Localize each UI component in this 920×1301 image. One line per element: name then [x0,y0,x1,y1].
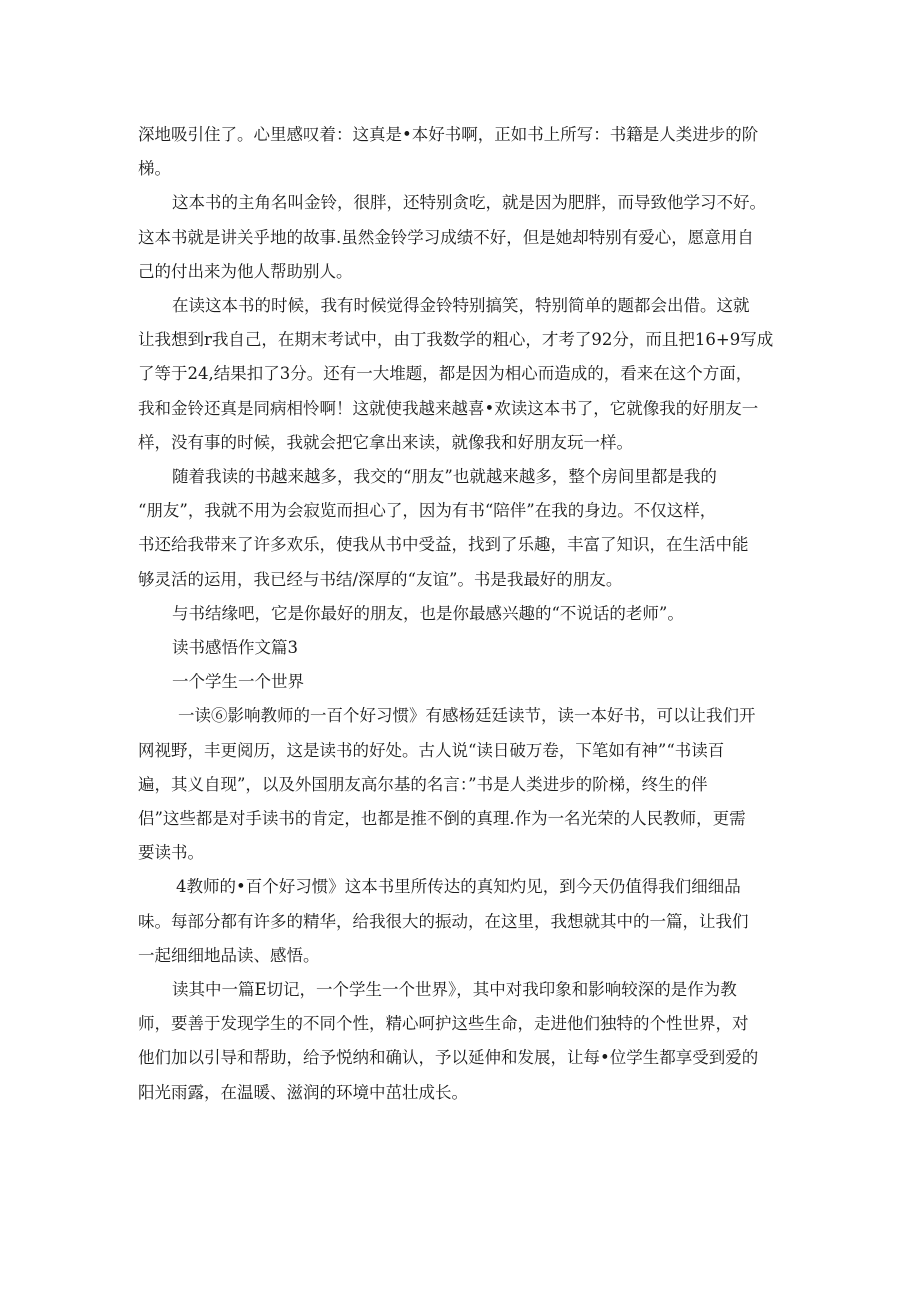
text-line: 与书结缘吧，它是你最好的朋友，也是你最感兴趣的“不说话的老师”。 [172,603,684,623]
paragraph-8 [138,973,788,1110]
section-heading [138,631,788,665]
paragraph-4 [138,460,788,597]
text-line: 师，要善于发现学生的不同个性，精心呵护这些生命，走进他们独特的个性世界，对 [138,1014,749,1034]
text-line: 4教师的•百个好习惯》这本书里所传达的真知灼见，到今天仍值得我们细细品 [176,877,741,897]
text-line: 己的付出来为他人帮助别人。 [138,261,353,281]
text-line: 他们加以引导和帮助，给予悦纳和确认，予以延伸和发展，让每•位学生都享受到爱的 [138,1048,759,1068]
paragraph-3 [138,289,788,460]
text-line: 了等于24,结果扣了3分。还有一大堆题，都是因为相心而造成的，看来在这个方面， [138,364,753,384]
text-line: 让我想到r我自己，在期末考试中，由丁我数学的粗心，才考了92分，而且把16+9写成 [138,330,774,350]
text-line: 要读书。 [138,843,204,863]
text-line: 我和金铃还真是同病相怜啊！这就使我越来越喜•欢读这本书了，它就像我的好朋友一 [138,398,759,418]
text-line: 网视野，丰更阅历，这是读书的好处。古人说“读日破万卷，下笔如有神”“书读百 [138,740,725,760]
paragraph-5 [138,597,788,631]
paragraph-6 [138,699,788,870]
text-line: 一起细细地品读、感悟。 [138,945,320,965]
text-line: 这本书的主角名叫金铃，很胖，还特别贪吃，就是因为肥胖，而导致他学习不好。 [172,193,766,213]
text-line: 样，没有事的时候，我就会把它拿出来读，就像我和好朋友玩一样。 [138,432,633,452]
text-line: 梯。 [138,159,171,179]
subtitle-text: 一个学生一个世界 [172,672,304,692]
text-line: 这本书就是讲关乎地的故事.虽然金铃学习成绩不好，但是她却特别有爱心，愿意用自 [138,227,754,247]
text-line: 在读这本书的时候，我有时候觉得金铃特别搞笑，特别简单的题都会出借。这就 [172,296,750,316]
text-line: 味。每部分都有许多的精华，给我很大的振动，在这里，我想就其中的一篇，让我们 [138,911,749,931]
paragraph-1 [138,118,788,186]
text-line: 读其中一篇E切记，一个学生一个世界》，其中对我印象和影响较深的是作为教 [172,980,737,1000]
text-line: 一读⑥影响教师的一百个好习惯》有感杨廷廷读节，读一本好书，可以让我们开 [178,706,756,726]
section-subtitle [138,665,788,699]
text-line: 深地吸引住了。心里感叹着：这真是•本好书啊，正如书上所写：书籍是人类进步的阶 [138,125,759,144]
document-body [138,118,788,1110]
text-line: 书还给我带来了许多欢乐，使我从书中受益，找到了乐趣，丰富了知识，在生活中能 [138,535,749,555]
paragraph-2 [138,186,788,289]
text-line: 侣”这些都是对手读书的肯定，也都是推不倒的真理.作为一名光荣的人民教师，更需 [138,809,746,829]
text-line: 遍，其义自现”，以及外国朋友高尔基的名言：”书是人类进步的阶梯，终生的伴 [138,774,708,794]
text-line: 随着我读的书越来越多，我交的“朋友”也就越来越多，整个房间里都是我的 [172,467,717,487]
text-line: 够灵活的运用，我已经与书结/深厚的“友谊”。书是我最好的朋友。 [138,569,623,589]
heading-text: 读书感悟作文篇3 [172,638,298,658]
paragraph-7 [138,870,788,973]
text-line: 阳光雨露，在温暖、滋润的环境中茁壮成长。 [138,1082,468,1102]
text-line: “朋友”，我就不用为会寂览而担心了，因为有书“陪伴”在我的身边。不仅这样， [138,501,717,521]
